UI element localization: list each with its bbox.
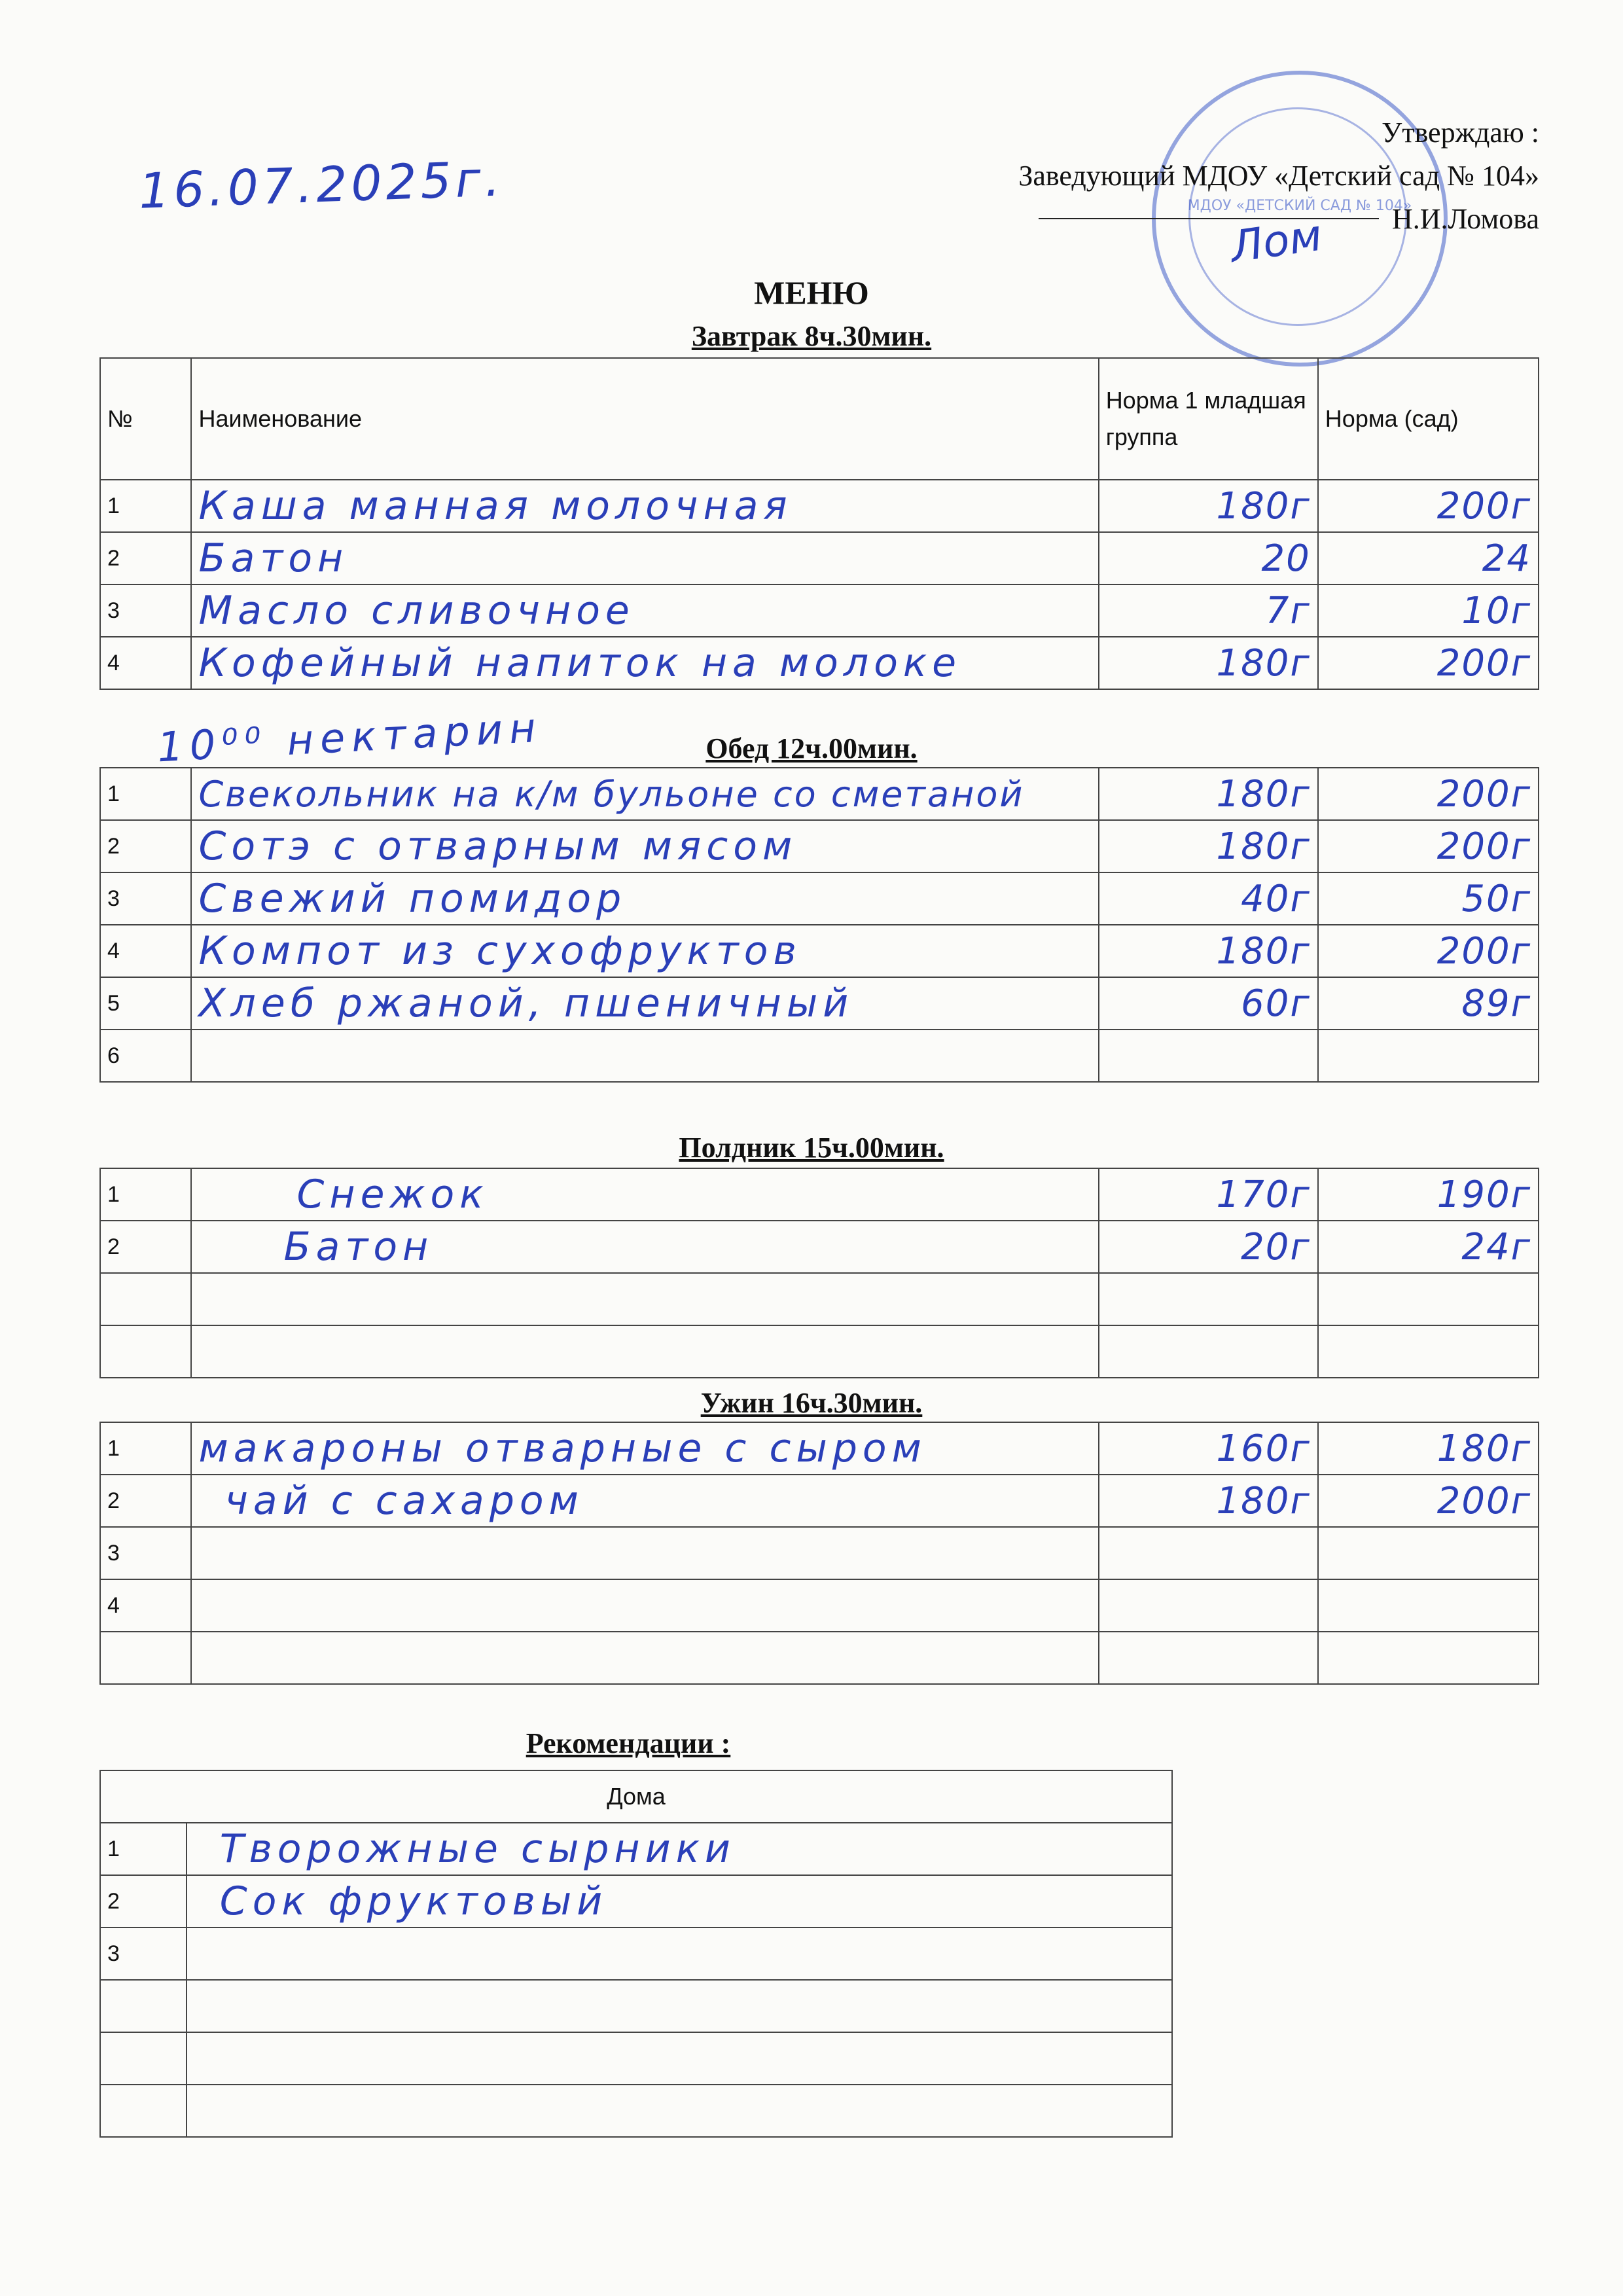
- row-norm-2-text: 200г: [1436, 484, 1531, 528]
- row-name: [187, 1928, 1172, 1980]
- lunch-heading: [0, 732, 1623, 765]
- dinner-heading: [0, 1386, 1623, 1420]
- row-norm-1: [1099, 1632, 1318, 1684]
- row-norm-1: [1099, 925, 1318, 977]
- table-row: [100, 1475, 1539, 1527]
- row-num: 6: [100, 1030, 191, 1082]
- table-row: [100, 1030, 1539, 1082]
- snack-table: [99, 1168, 1539, 1378]
- row-name: [191, 1632, 1098, 1684]
- snack-heading: [0, 1131, 1623, 1164]
- row-norm-1-text: 160г: [1216, 1427, 1311, 1470]
- row-name-text: Снежок: [296, 1172, 489, 1217]
- table-row: [100, 1579, 1539, 1632]
- row-name: [191, 1168, 1098, 1221]
- row-name: [191, 1579, 1098, 1632]
- row-name-text: Свежий помидор: [198, 876, 627, 922]
- row-name: [191, 977, 1098, 1030]
- row-num: 2: [100, 1875, 187, 1928]
- row-num: 2: [100, 1221, 191, 1273]
- row-name-text: Батон: [198, 535, 349, 581]
- row-name: [191, 1422, 1098, 1475]
- row-norm-2: [1318, 584, 1539, 637]
- table-row: [100, 1273, 1539, 1325]
- row-norm-2: [1318, 480, 1539, 532]
- row-name-text: Сотэ с отварным мясом: [198, 823, 798, 869]
- row-norm-2-text: 200г: [1436, 825, 1531, 868]
- row-num: 4: [100, 637, 191, 689]
- row-norm-1: [1099, 820, 1318, 872]
- row-name: [191, 532, 1098, 584]
- row-norm-2-text: 180г: [1436, 1427, 1531, 1470]
- row-norm-2: [1318, 1273, 1539, 1325]
- row-name: [191, 872, 1098, 925]
- row-norm-1: [1099, 1221, 1318, 1273]
- row-norm-1: [1099, 532, 1318, 584]
- row-norm-1: [1099, 768, 1318, 820]
- row-name-text: Творожные сырники: [219, 1826, 736, 1872]
- row-name-text: Масло сливочное: [198, 588, 635, 634]
- breakfast-table: [99, 357, 1539, 690]
- row-norm-1-text: 60г: [1241, 982, 1311, 1025]
- table-row: [100, 768, 1539, 820]
- header-num: №: [100, 358, 191, 480]
- row-num: 1: [100, 768, 191, 820]
- row-norm-1: [1099, 637, 1318, 689]
- row-norm-1: [1099, 480, 1318, 532]
- row-norm-2-text: 24г: [1461, 1225, 1531, 1268]
- row-norm-2: [1318, 1168, 1539, 1221]
- row-name: [187, 2032, 1172, 2085]
- row-name-text: макароны отварные с сыром: [198, 1426, 927, 1471]
- approval-line-2: Заведующий МДОУ «Детский сад № 104»: [1018, 160, 1539, 192]
- table-row: [100, 2085, 1172, 2137]
- row-norm-2: [1318, 1527, 1539, 1579]
- row-name-text: Сок фруктовый: [219, 1878, 608, 1924]
- row-name-text: Кофейный напиток на молоке: [198, 640, 962, 686]
- row-norm-1: [1099, 584, 1318, 637]
- row-norm-2: [1318, 1632, 1539, 1684]
- table-row: [100, 1221, 1539, 1273]
- table-row: [100, 532, 1539, 584]
- row-norm-2-text: 200г: [1436, 772, 1531, 816]
- row-norm-2-text: 24: [1482, 537, 1531, 580]
- row-norm-2: [1318, 1422, 1539, 1475]
- row-num: 4: [100, 925, 191, 977]
- table-header-row: [100, 1770, 1172, 1823]
- row-name: [191, 1475, 1098, 1527]
- lunch-heading-text: Обед 12ч.00мин.: [705, 732, 918, 764]
- extra-snack-note: 10⁰⁰ нектарин: [156, 703, 544, 772]
- row-norm-2-text: 10г: [1461, 589, 1531, 632]
- row-norm-2: [1318, 872, 1539, 925]
- row-norm-1-text: 180г: [1216, 641, 1311, 685]
- row-name-text: Компот из сухофруктов: [198, 928, 802, 974]
- header-norm-1: Норма 1 младшая группа: [1099, 358, 1318, 480]
- row-num: 4: [100, 1579, 191, 1632]
- table-row: [100, 820, 1539, 872]
- row-num: [100, 2085, 187, 2137]
- row-name-text: Хлеб ржаной, пшеничный: [198, 980, 854, 1026]
- row-num: 2: [100, 532, 191, 584]
- row-num: [100, 1273, 191, 1325]
- table-row: [100, 2032, 1172, 2085]
- row-norm-1: [1099, 977, 1318, 1030]
- table-row: [100, 1928, 1172, 1980]
- table-row: [100, 872, 1539, 925]
- row-norm-1: [1099, 872, 1318, 925]
- table-row: [100, 480, 1539, 532]
- recommendations-heading-text: Рекомендации :: [526, 1727, 731, 1759]
- approval-line-3: Н.И.Ломова: [1391, 203, 1539, 235]
- table-row: [100, 1527, 1539, 1579]
- row-norm-2-text: 200г: [1436, 929, 1531, 973]
- row-norm-1-text: 180г: [1216, 772, 1311, 816]
- row-norm-1: [1099, 1325, 1318, 1378]
- row-norm-1-text: 170г: [1216, 1173, 1311, 1216]
- row-name: [191, 768, 1098, 820]
- row-num: [100, 1632, 191, 1684]
- row-norm-1-text: 20г: [1241, 1225, 1311, 1268]
- row-name: [191, 637, 1098, 689]
- recommendations-table: [99, 1770, 1173, 2138]
- row-norm-2: [1318, 637, 1539, 689]
- row-num: 2: [100, 1475, 191, 1527]
- lunch-table: [99, 767, 1539, 1083]
- header-norm-2: Норма (сад): [1318, 358, 1539, 480]
- row-num: 3: [100, 584, 191, 637]
- table-row: [100, 637, 1539, 689]
- row-name: [191, 820, 1098, 872]
- table-row: [100, 977, 1539, 1030]
- row-num: [100, 1980, 187, 2032]
- recommendations-heading: [0, 1727, 1440, 1760]
- row-name: [191, 1221, 1098, 1273]
- signature-line: [1039, 218, 1379, 219]
- row-norm-1: [1099, 1422, 1318, 1475]
- row-name: [187, 1875, 1172, 1928]
- row-norm-2: [1318, 977, 1539, 1030]
- row-norm-1-text: 180г: [1216, 929, 1311, 973]
- table-row: [100, 1875, 1172, 1928]
- dinner-heading-text: Ужин 16ч.30мин.: [700, 1387, 923, 1419]
- row-norm-1-text: 180г: [1216, 1479, 1311, 1522]
- row-norm-1-text: 40г: [1241, 877, 1311, 920]
- dinner-table: [99, 1422, 1539, 1685]
- table-row: [100, 584, 1539, 637]
- row-num: 3: [100, 1527, 191, 1579]
- row-norm-2: [1318, 1030, 1539, 1082]
- row-norm-2-text: 50г: [1461, 877, 1531, 920]
- row-norm-2: [1318, 1325, 1539, 1378]
- breakfast-heading: [0, 319, 1623, 353]
- row-norm-2-text: 200г: [1436, 1479, 1531, 1522]
- row-name: [187, 1980, 1172, 2032]
- row-num: 1: [100, 1823, 187, 1875]
- row-name-text: чай с сахаром: [224, 1478, 584, 1524]
- row-num: 1: [100, 1422, 191, 1475]
- table-header-row: [100, 358, 1539, 480]
- row-norm-1: [1099, 1475, 1318, 1527]
- row-name: [191, 584, 1098, 637]
- row-num: 5: [100, 977, 191, 1030]
- row-norm-2: [1318, 768, 1539, 820]
- table-row: [100, 1980, 1172, 2032]
- recommendations-subheading: Дома: [100, 1770, 1172, 1823]
- stamp-text: МДОУ «ДЕТСКИЙ САД № 104»: [1187, 198, 1412, 214]
- table-row: [100, 1632, 1539, 1684]
- row-name: [191, 1273, 1098, 1325]
- row-name-text: Каша манная молочная: [198, 483, 793, 529]
- row-num: 1: [100, 1168, 191, 1221]
- row-norm-1: [1099, 1579, 1318, 1632]
- row-norm-1-text: 7г: [1265, 589, 1311, 632]
- row-norm-2-text: 89г: [1461, 982, 1531, 1025]
- row-num: 2: [100, 820, 191, 872]
- table-row: [100, 1325, 1539, 1378]
- table-row: [100, 1422, 1539, 1475]
- row-name: [191, 925, 1098, 977]
- row-name: [191, 1325, 1098, 1378]
- row-name: [191, 1527, 1098, 1579]
- table-row: [100, 1823, 1172, 1875]
- row-num: 1: [100, 480, 191, 532]
- handwritten-date: 16.07.2025г.: [137, 151, 505, 220]
- row-norm-1: [1099, 1030, 1318, 1082]
- breakfast-heading-text: Завтрак 8ч.30мин.: [691, 320, 932, 352]
- row-norm-2: [1318, 532, 1539, 584]
- row-norm-2: [1318, 1221, 1539, 1273]
- row-name: [191, 1030, 1098, 1082]
- row-norm-2-text: 190г: [1436, 1173, 1531, 1216]
- row-norm-1-text: 180г: [1216, 825, 1311, 868]
- row-norm-1-text: 180г: [1216, 484, 1311, 528]
- row-name-text: Свекольник на к/м бульоне со сметаной: [198, 773, 1025, 815]
- row-norm-1: [1099, 1273, 1318, 1325]
- row-norm-1: [1099, 1527, 1318, 1579]
- snack-heading-text: Полдник 15ч.00мин.: [679, 1132, 944, 1164]
- row-norm-2: [1318, 1579, 1539, 1632]
- page-title: МЕНЮ: [754, 274, 869, 311]
- row-name: [191, 480, 1098, 532]
- approval-line-1: Утверждаю :: [1382, 117, 1539, 149]
- row-num: 3: [100, 872, 191, 925]
- table-row: [100, 925, 1539, 977]
- row-name: [187, 2085, 1172, 2137]
- row-name: [187, 1823, 1172, 1875]
- row-norm-2: [1318, 820, 1539, 872]
- handwritten-signature: Лом: [1227, 209, 1325, 273]
- row-norm-1-text: 20: [1261, 537, 1311, 580]
- row-norm-2: [1318, 1475, 1539, 1527]
- table-row: [100, 1168, 1539, 1221]
- row-num: [100, 1325, 191, 1378]
- row-norm-2: [1318, 925, 1539, 977]
- row-norm-1: [1099, 1168, 1318, 1221]
- row-name-text: Батон: [283, 1224, 434, 1270]
- row-num: 3: [100, 1928, 187, 1980]
- row-norm-2-text: 200г: [1436, 641, 1531, 685]
- header-name: Наименование: [191, 358, 1098, 480]
- row-num: [100, 2032, 187, 2085]
